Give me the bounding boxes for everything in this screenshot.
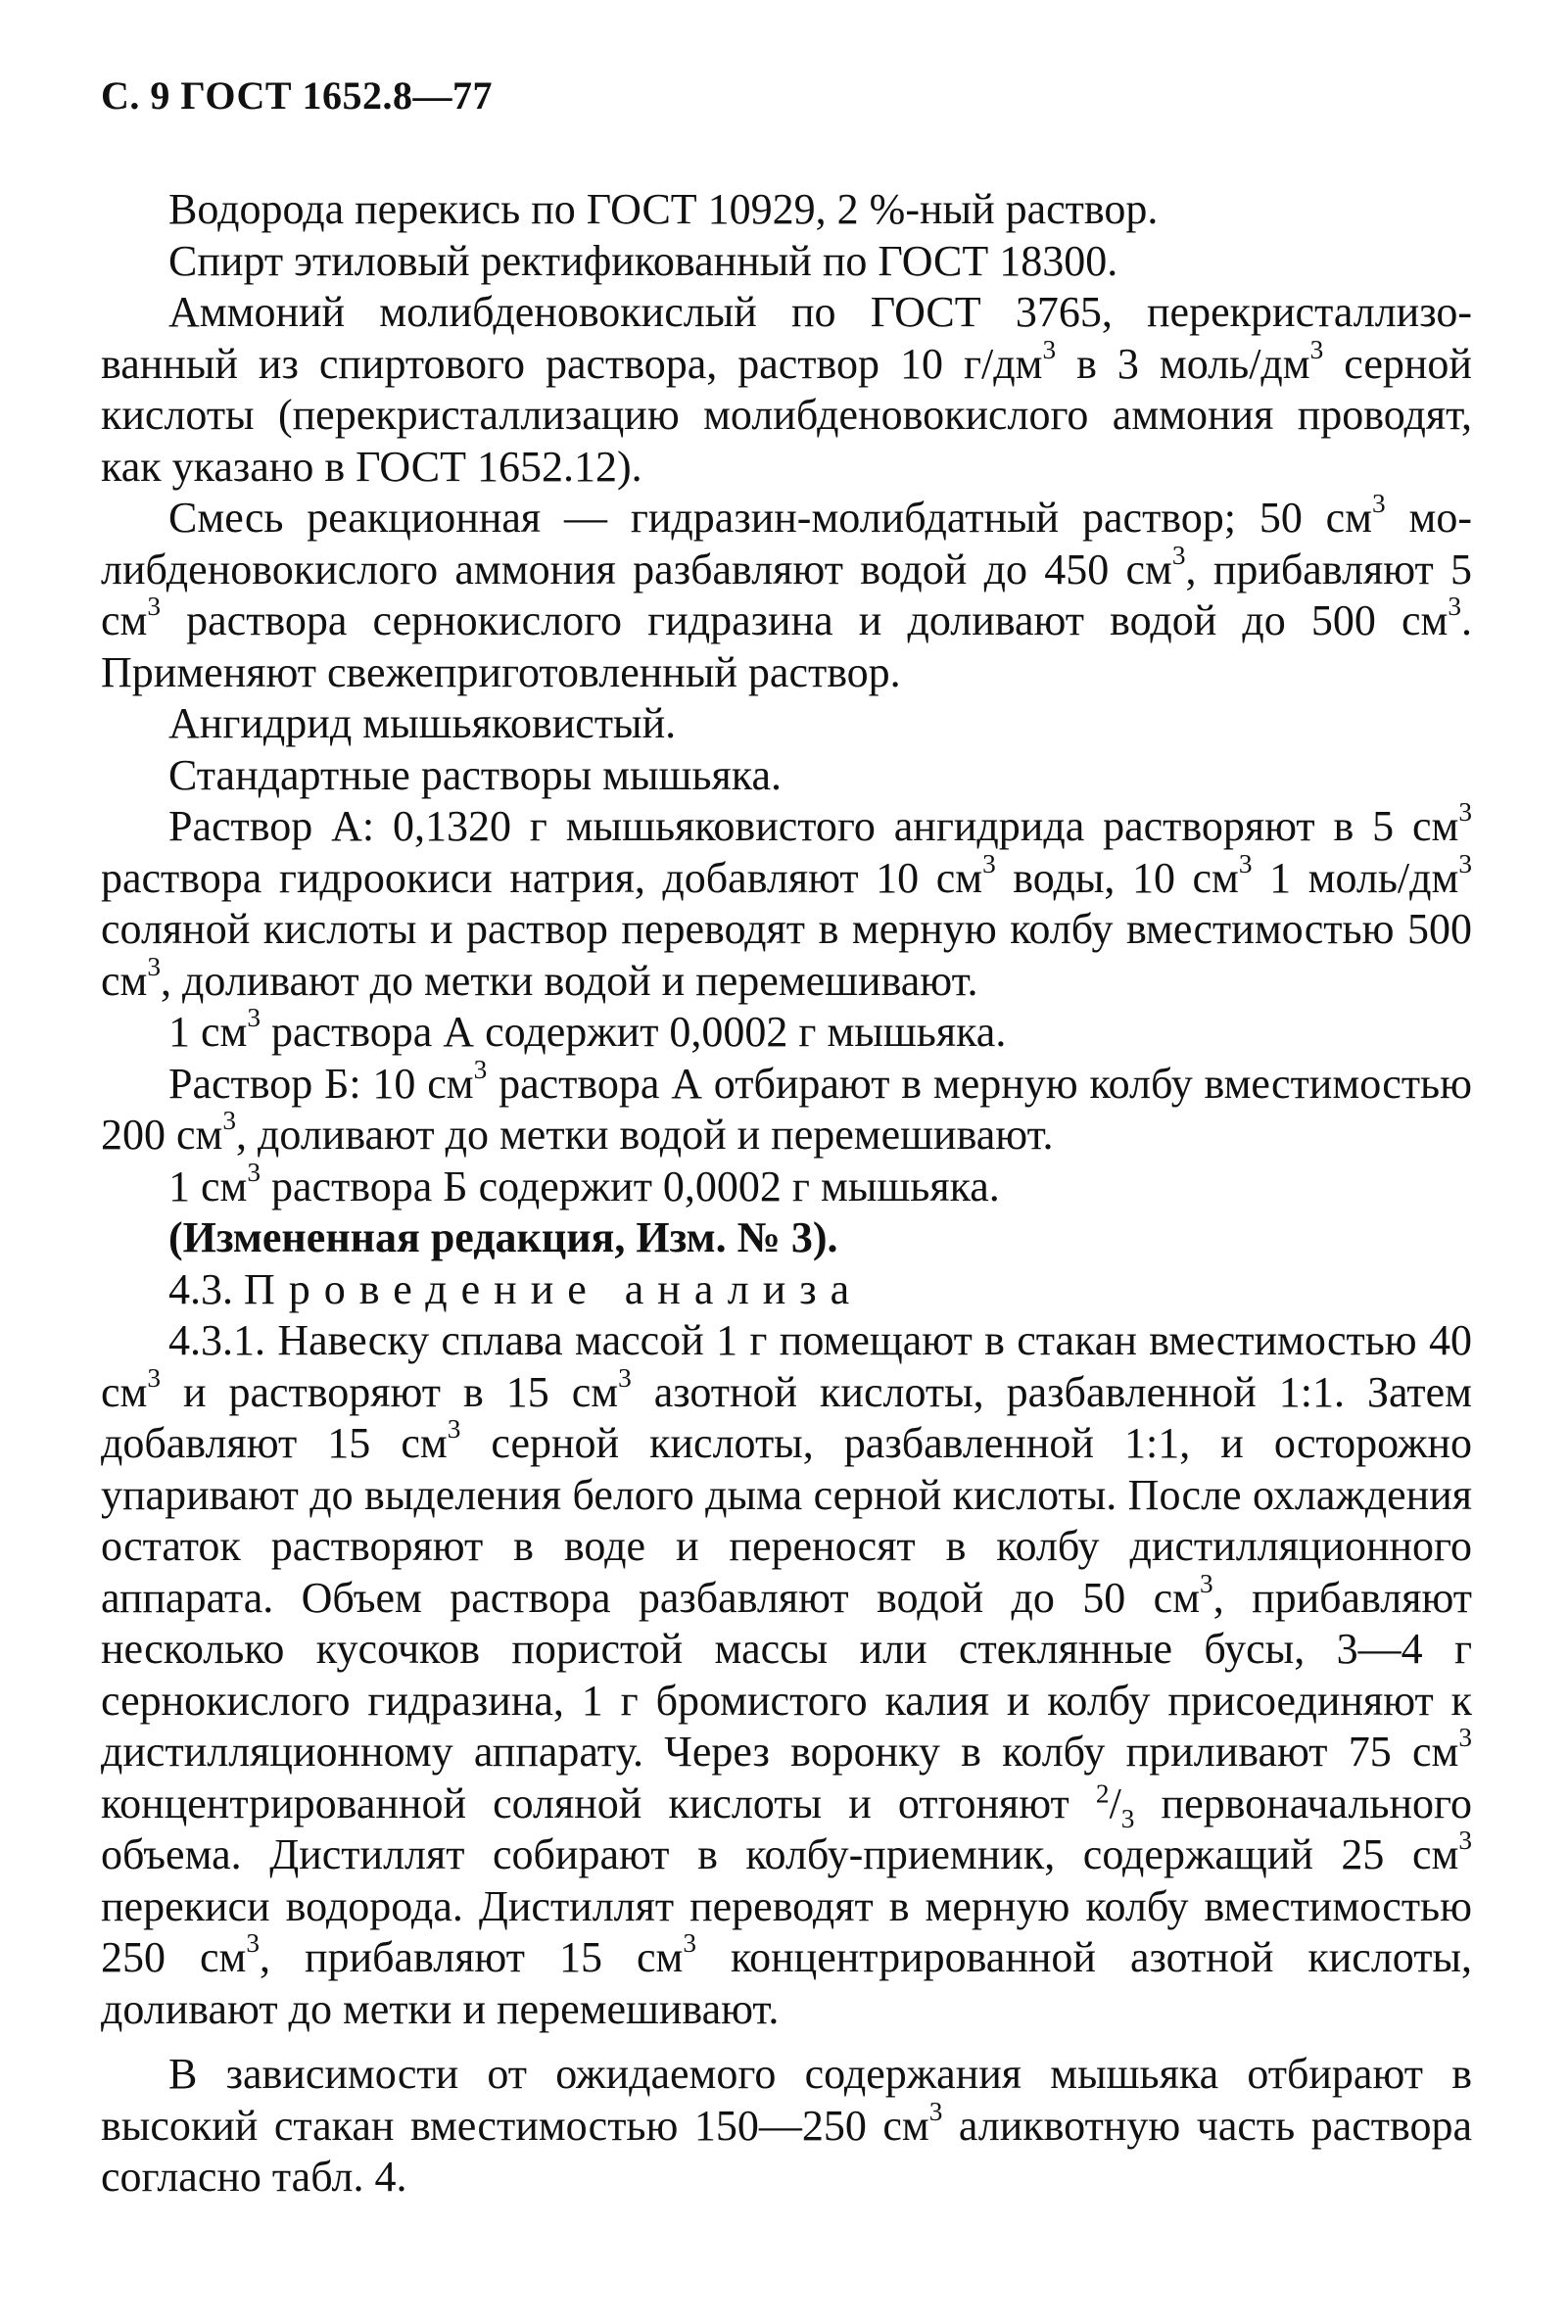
document-body [101, 184, 1472, 2204]
paragraph-solution-a-content: 1 $см^3$ раствора А содержит 0,0002 г мышьяка. [168, 1003, 1007, 1056]
paragraph-arsenous-anhydride: Ангидрид мышьяковистый. [168, 699, 677, 747]
page-header: С. 9 ГОСТ 1652.8—77 [101, 73, 494, 118]
section-heading-4-3: 4.3. Проведение анализа [168, 1264, 864, 1313]
paragraph-amendment-note: (Измененная редакция, Изм. № 3). [168, 1213, 838, 1261]
paragraph-standard-solutions: Стандартные растворы мышьяка. [168, 750, 782, 799]
paragraph-solution-a: Раствор А: 0,1320 г мышьяковистого ангидрида растворяют в 5 $см^3$ раствора гидроокиси натрия, добавляют 10 $см^3$ воды, 10 $см^3$ 1 моль/$дм^3$ соляной кислоты и раствор переводят в мерную колбу вместимостью 500 $см^3$, доливают до метки водой и перемешивают. [101, 797, 1473, 1005]
paragraph-ammonium-molybdate: Аммоний молибденовокислый по ГОСТ 3765, перекристаллизованный из спиртового раствора, раствор 10 $г/дм^3$ в 3 моль/$дм^3$ серной кислоты (перекристаллизацию молибденовокислого аммония проводят, как указано в ГОСТ 1652.12). [101, 288, 1472, 491]
paragraph-ethyl-alcohol: Спирт этиловый ректификованный по ГОСТ 18300. [168, 236, 1118, 285]
paragraph-solution-b-content: 1 $см^3$ раствора Б содержит 0,0002 г мышьяка. [168, 1157, 1000, 1210]
paragraph-reaction-mixture: Смесь реакционная — гидразин-молибдатный раствор; 50 $см^3$ молибденовокислого аммония разбавляют водой до 450 $см^3$, прибавляют 5 $см^3$ раствора сернокислого гидразина и доливают водой до 500 $см^3$. Применяют свежеприготовленный раствор. [101, 489, 1473, 696]
paragraph-aliquot-selection: В зависимости от ожидаемого содержания мышьяка отбирают в высокий стакан вместимостью 150—250 $см^3$ аликвотную часть раствора согласно табл. 4. [101, 2050, 1472, 2201]
paragraph-hydrogen-peroxide: Водорода перекись по ГОСТ 10929, 2 %-ный раствор. [168, 185, 1159, 233]
paragraph-4-3-1: 4.3.1. Навеску сплава массой 1 г помещают в стакан вместимостью 40 $см^3$ и растворяют в 15 $см^3$ азотной кислоты, разбавленной 1:1. Затем добавляют 15 $см^3$ серной кислоты, разбавленной 1:1, и осторожно упаривают до выделения белого дыма серной кислоты. После охлаждения остаток растворяют в воде и переносят в колбу дистилляционного аппарата. Объем раствора разбавляют водой до 50 $см^3$, прибавляют несколько кусочков пористой массы или стеклянные бусы, 3—4 г сернокислого гидразина, 1 г бромистого калия и колбу присоединяют к дистилляционному аппарату. Через воронку в колбу приливают 75 $см^3$ концентрированной соляной кислоты и отгоняют $^2/_3$ первоначального объема. Дистиллят собирают в колбу-приемник, содержащий 25 $см^3$ перекиси водорода. Дистиллят переводят в мерную колбу вместимостью 250 $см^3$, прибавляют 15 $см^3$ концентрированной азотной кислоты, доливают до метки и перемешивают. [101, 1316, 1473, 2033]
paragraph-solution-b: Раствор Б: 10 $см^3$ раствора А отбирают в мерную колбу вместимостью 200 $см^3$, доливают до метки водой и перемешивают. [101, 1054, 1472, 1159]
